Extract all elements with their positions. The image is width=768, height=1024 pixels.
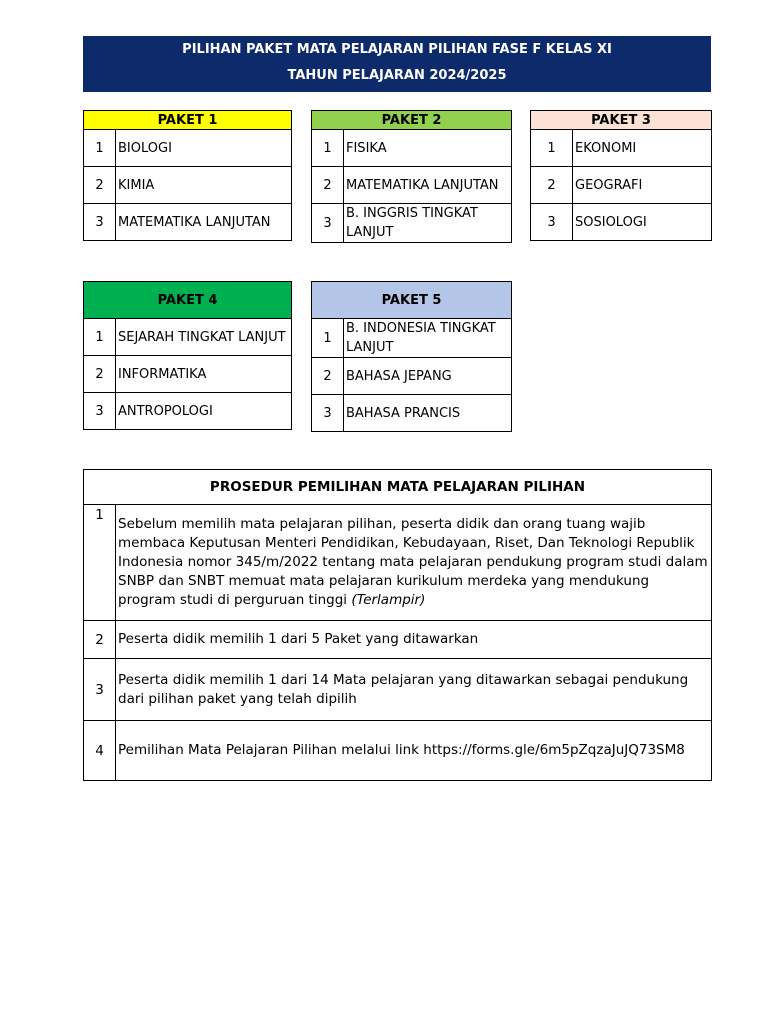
step-number: 2 [84, 621, 116, 659]
item-number: 2 [312, 358, 344, 395]
subject-name: SEJARAH TINGKAT LANJUT [116, 319, 292, 356]
subject-name: B. INDONESIA TINGKAT LANJUT [344, 319, 512, 358]
table-row [312, 204, 512, 243]
step-text: Pemilihan Mata Pelajaran Pilihan melalui link https://forms.gle/6m5pZqzaJuJQ73SM8 [116, 721, 712, 781]
subject-name: MATEMATIKA LANJUTAN [344, 167, 512, 204]
table-row [84, 393, 292, 430]
item-number: 2 [531, 167, 573, 204]
package-1-title: PAKET 1 [84, 111, 292, 130]
package-3-table [530, 110, 712, 241]
table-row [312, 130, 512, 167]
table-row [84, 319, 292, 356]
item-number: 3 [84, 393, 116, 430]
procedure-step [84, 659, 712, 721]
package-2-title: PAKET 2 [312, 111, 512, 130]
item-number: 3 [84, 204, 116, 241]
table-row [84, 167, 292, 204]
subject-name: INFORMATIKA [116, 356, 292, 393]
item-number: 2 [84, 356, 116, 393]
academic-year: TAHUN PELAJARAN 2024/2025 [287, 68, 507, 83]
subject-name: BAHASA PRANCIS [344, 395, 512, 432]
table-row [312, 319, 512, 358]
package-3-title: PAKET 3 [531, 111, 712, 130]
step-note: (Terlampir) [351, 592, 426, 608]
subject-name: ANTROPOLOGI [116, 393, 292, 430]
table-row [531, 204, 712, 241]
step-text-body: Sebelum memilih mata pelajaran pilihan, peserta didik dan orang tuang wajib membaca Keputusan Menteri Pendidikan, Kebudayaan, Riset, Dan Teknologi Republik Indonesia nomor 345/m/2022 tentang mata pelajaran pendukung program studi dalam SNBP dan SNBT memuat mata pelajaran kurikulum merdeka yang mendukung program studi di perguruan tinggi [118, 516, 708, 608]
step-number: 3 [84, 659, 116, 721]
table-row [312, 395, 512, 432]
procedure-title: PROSEDUR PEMILIHAN MATA PELAJARAN PILIHAN [84, 470, 712, 505]
item-number: 3 [531, 204, 573, 241]
table-row [84, 130, 292, 167]
package-5-title: PAKET 5 [312, 282, 512, 319]
item-number: 2 [84, 167, 116, 204]
subject-name: GEOGRAFI [573, 167, 712, 204]
step-number: 4 [84, 721, 116, 781]
subject-name: MATEMATIKA LANJUTAN [116, 204, 292, 241]
step-number: 1 [84, 505, 116, 621]
table-row [84, 204, 292, 241]
item-number: 1 [312, 319, 344, 358]
subject-name: SOSIOLOGI [573, 204, 712, 241]
step-text: Peserta didik memilih 1 dari 5 Paket yang ditawarkan [116, 621, 712, 659]
table-row [531, 130, 712, 167]
page-title-banner [83, 36, 711, 92]
item-number: 2 [312, 167, 344, 204]
page-title: PILIHAN PAKET MATA PELAJARAN PILIHAN FASE F KELAS XI [182, 42, 612, 57]
subject-name: BAHASA JEPANG [344, 358, 512, 395]
item-number: 3 [312, 204, 344, 243]
package-5-table [311, 281, 512, 432]
step-text [116, 505, 712, 621]
item-number: 1 [312, 130, 344, 167]
subject-name: KIMIA [116, 167, 292, 204]
subject-name: EKONOMI [573, 130, 712, 167]
package-4-table [83, 281, 292, 430]
package-1-table [83, 110, 292, 241]
table-row [84, 356, 292, 393]
subject-name: FISIKA [344, 130, 512, 167]
table-row [312, 358, 512, 395]
procedure-table [83, 469, 712, 781]
package-4-title: PAKET 4 [84, 282, 292, 319]
procedure-step [84, 721, 712, 781]
item-number: 1 [531, 130, 573, 167]
table-row [531, 167, 712, 204]
subject-name: B. INGGRIS TINGKAT LANJUT [344, 204, 512, 243]
step-text: Peserta didik memilih 1 dari 14 Mata pelajaran yang ditawarkan sebagai pendukung dari pilihan paket yang telah dipilih [116, 659, 712, 721]
table-row [312, 167, 512, 204]
item-number: 1 [84, 130, 116, 167]
item-number: 3 [312, 395, 344, 432]
package-2-table [311, 110, 512, 243]
procedure-step [84, 505, 712, 621]
procedure-step [84, 621, 712, 659]
item-number: 1 [84, 319, 116, 356]
subject-name: BIOLOGI [116, 130, 292, 167]
